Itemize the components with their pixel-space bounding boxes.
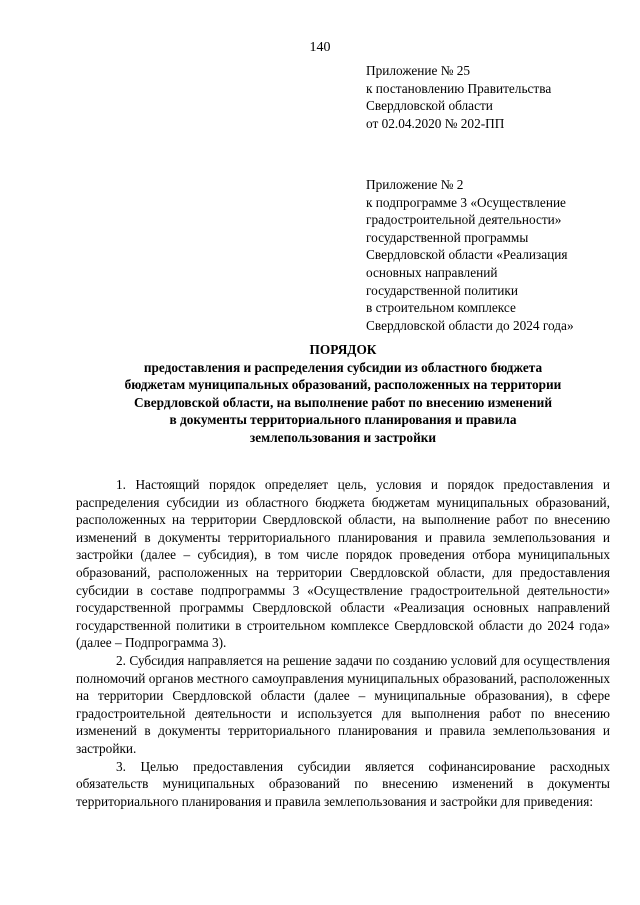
title-line: предоставления и распределения субсидии из областного бюджета bbox=[143, 359, 543, 375]
appendix-25-line: от 02.04.2020 № 202-ПП bbox=[366, 115, 505, 131]
appendix-2-line: государственной политики bbox=[366, 282, 518, 298]
title-line: бюджетам муниципальных образований, расположенных на территории bbox=[124, 377, 562, 393]
appendix-2-line: градостроительной деятельности» bbox=[366, 212, 562, 228]
title-heading: ПОРЯДОК bbox=[309, 342, 377, 357]
document-body bbox=[76, 476, 610, 810]
appendix-25-line: Приложение № 25 bbox=[366, 63, 470, 78]
paragraph-2: 2. Субсидия направляется на решение задачи по созданию условий для осуществления полномочий органов местного самоуправления муниципальных образований, расположенных на территории Свердловской области (далее – муниципальные образования), в сфере градостроительной деятельности и используется для выполнения работ по внесению изменений в документы территориального планирования и правила землепользования и застройки. bbox=[76, 652, 610, 756]
page-number: 140 bbox=[309, 40, 331, 55]
paragraph-1: 1. Настоящий порядок определяет цель, условия и порядок предоставления и распределения субсидии из областного бюджета бюджетам муниципальных образований, расположенных на территории Свердловской области, на выполнение работ по внесению изменений в документы территориального планирования и правила землепользования и застройки (далее – субсидия), в том числе порядок проведения отбора муниципальных образований, расположенных на территории Свердловской области, для предоставления субсидии в составе подпрограммы 3 «Осуществление градостроительной деятельности» государственной программы Свердловской области «Реализация основных направлений государственной политики в строительном комплексе Свердловской области до 2024 года» (далее – Подпрограмма 3). bbox=[76, 477, 610, 651]
appendix-2-line: государственной программы bbox=[366, 229, 529, 245]
appendix-2-line: Свердловской области до 2024 года» bbox=[366, 317, 574, 333]
appendix-2-line: основных направлений bbox=[366, 264, 498, 280]
appendix-25-block bbox=[366, 62, 628, 132]
appendix-25-line: к постановлению Правительства bbox=[366, 80, 552, 96]
appendix-2-line: Свердловской области «Реализация bbox=[366, 247, 568, 263]
document-title bbox=[95, 341, 591, 447]
title-line: землепользования и застройки bbox=[249, 429, 437, 445]
title-line: в документы территориального планирования и правила bbox=[169, 412, 517, 428]
title-line: Свердловской области, на выполнение работ по внесению изменений bbox=[134, 394, 552, 410]
appendix-2-line: к подпрограмме 3 «Осуществление bbox=[366, 194, 566, 210]
appendix-25-line: Свердловской области bbox=[366, 98, 493, 114]
appendix-2-block bbox=[366, 176, 628, 334]
appendix-2-line: в строительном комплексе bbox=[366, 300, 516, 316]
paragraph-3: 3. Целью предоставления субсидии является софинансирование расходных обязательств муниципальных образований по внесению изменений в документы территориального планирования и правила землепользования и застройки для приведения: bbox=[76, 758, 610, 809]
appendix-2-line: Приложение № 2 bbox=[366, 177, 464, 192]
